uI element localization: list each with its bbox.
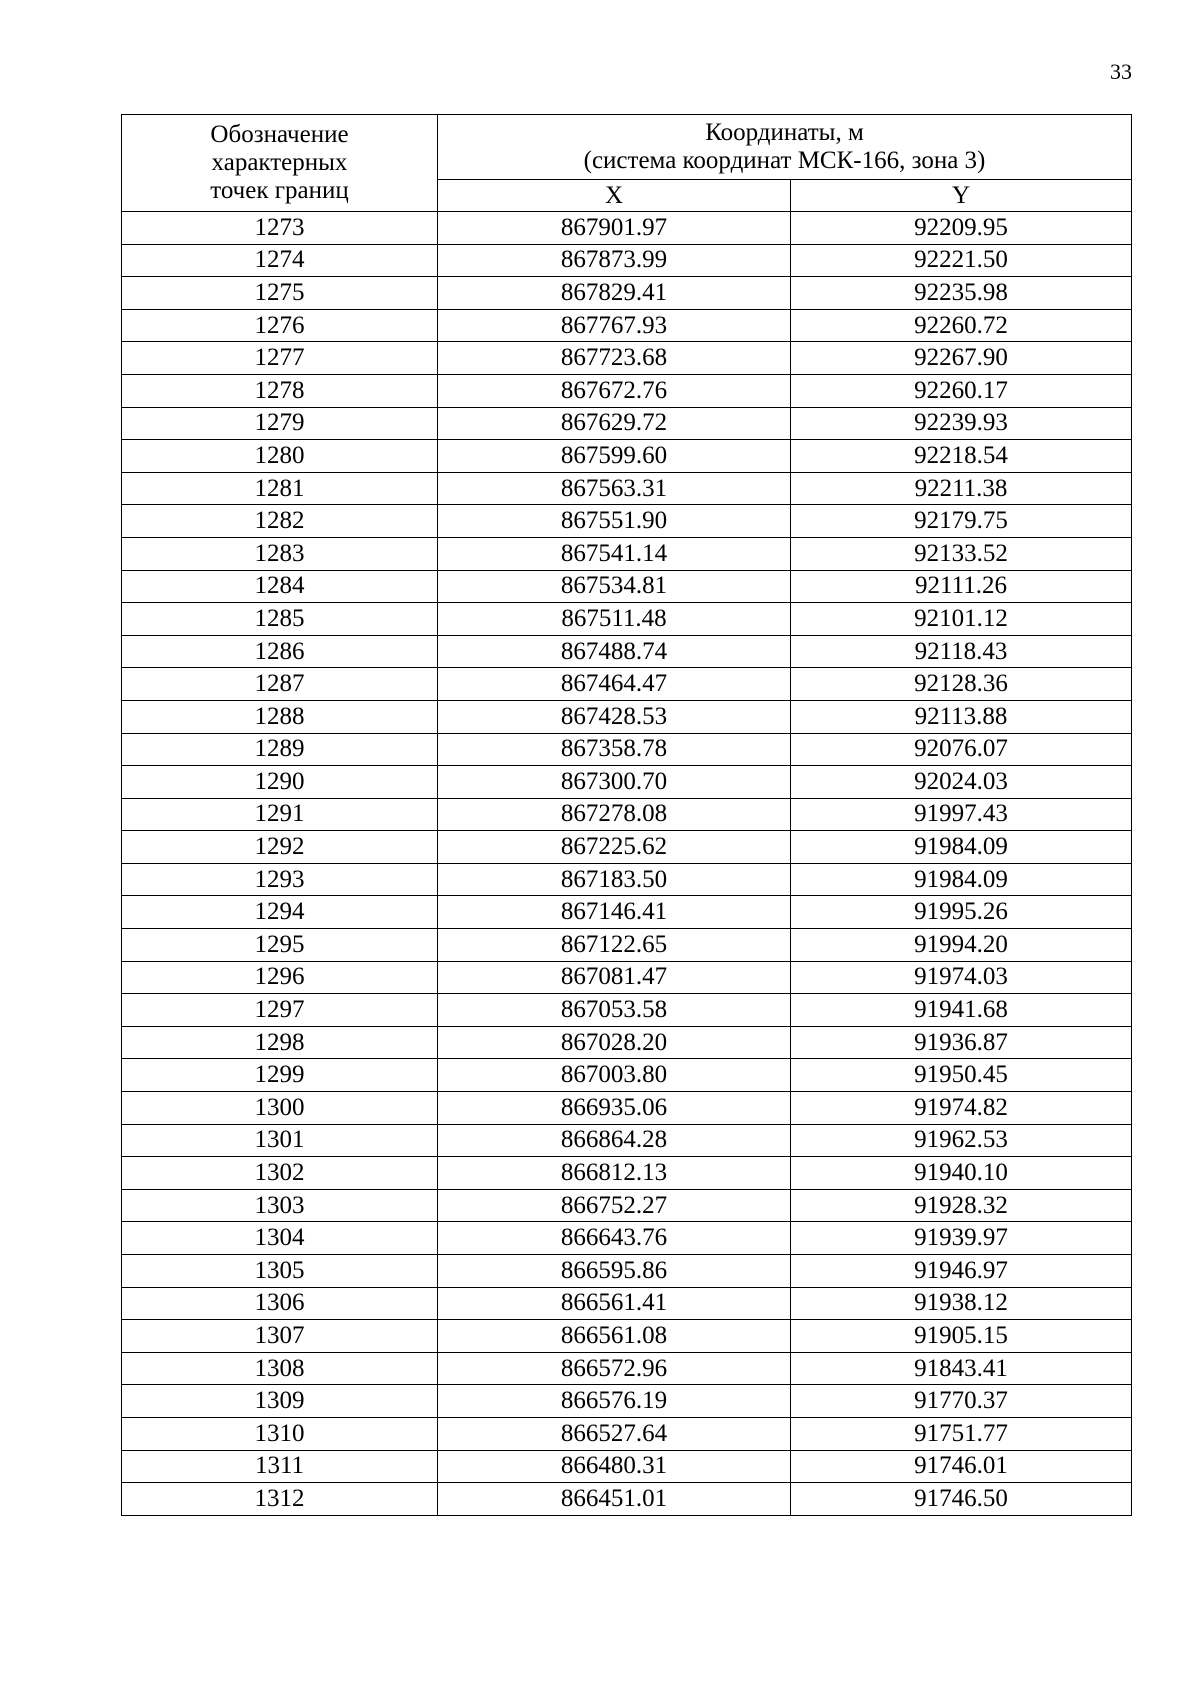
y-coordinate-cell: 91974.03 — [791, 961, 1132, 994]
point-header-line-1: Обозначение — [210, 121, 349, 148]
y-coordinate-cell: 92076.07 — [791, 733, 1132, 766]
table-row — [122, 1092, 1132, 1125]
point-id-cell: 1284 — [122, 570, 438, 603]
table-row — [122, 896, 1132, 929]
table-row — [122, 342, 1132, 375]
table-row — [122, 603, 1132, 636]
point-id-cell: 1274 — [122, 244, 438, 277]
table-row — [122, 407, 1132, 440]
x-column-header: X — [438, 180, 791, 212]
x-coordinate-cell: 867183.50 — [438, 863, 791, 896]
point-id-cell: 1276 — [122, 309, 438, 342]
table-row — [122, 472, 1132, 505]
y-coordinate-cell: 91928.32 — [791, 1189, 1132, 1222]
y-coordinate-cell: 92101.12 — [791, 603, 1132, 636]
point-id-cell: 1280 — [122, 440, 438, 473]
x-coordinate-cell: 866561.41 — [438, 1287, 791, 1320]
table-row — [122, 1450, 1132, 1483]
point-id-cell: 1301 — [122, 1124, 438, 1157]
y-coordinate-cell: 91751.77 — [791, 1417, 1132, 1450]
point-designation-header — [122, 115, 438, 212]
y-coordinate-cell: 91950.45 — [791, 1059, 1132, 1092]
table-row — [122, 374, 1132, 407]
table-row — [122, 1320, 1132, 1353]
y-coordinate-cell: 92128.36 — [791, 668, 1132, 701]
point-id-cell: 1304 — [122, 1222, 438, 1255]
point-id-cell: 1305 — [122, 1255, 438, 1288]
point-id-cell: 1281 — [122, 472, 438, 505]
x-coordinate-cell: 867599.60 — [438, 440, 791, 473]
point-id-cell: 1307 — [122, 1320, 438, 1353]
table-row — [122, 1385, 1132, 1418]
y-coordinate-cell: 92179.75 — [791, 505, 1132, 538]
y-coordinate-cell: 92260.17 — [791, 374, 1132, 407]
point-id-cell: 1295 — [122, 929, 438, 962]
point-id-cell: 1294 — [122, 896, 438, 929]
y-coordinate-cell: 92218.54 — [791, 440, 1132, 473]
point-id-cell: 1290 — [122, 766, 438, 799]
table-row — [122, 766, 1132, 799]
y-column-header: Y — [791, 180, 1132, 212]
x-coordinate-cell: 866576.19 — [438, 1385, 791, 1418]
y-coordinate-cell: 92209.95 — [791, 212, 1132, 245]
x-coordinate-cell: 867629.72 — [438, 407, 791, 440]
y-coordinate-cell: 91984.09 — [791, 863, 1132, 896]
x-coordinate-cell: 867464.47 — [438, 668, 791, 701]
x-coordinate-cell: 866864.28 — [438, 1124, 791, 1157]
y-coordinate-cell: 91941.68 — [791, 994, 1132, 1027]
x-coordinate-cell: 867053.58 — [438, 994, 791, 1027]
table-row — [122, 1189, 1132, 1222]
point-id-cell: 1287 — [122, 668, 438, 701]
table-row — [122, 244, 1132, 277]
x-coordinate-cell: 867278.08 — [438, 798, 791, 831]
point-id-cell: 1299 — [122, 1059, 438, 1092]
table-row — [122, 1222, 1132, 1255]
table-row — [122, 1483, 1132, 1516]
y-coordinate-cell: 91997.43 — [791, 798, 1132, 831]
point-id-cell: 1282 — [122, 505, 438, 538]
point-id-cell: 1293 — [122, 863, 438, 896]
y-coordinate-cell: 91746.01 — [791, 1450, 1132, 1483]
y-coordinate-cell: 91843.41 — [791, 1352, 1132, 1385]
x-coordinate-cell: 867873.99 — [438, 244, 791, 277]
y-coordinate-cell: 92113.88 — [791, 700, 1132, 733]
table-row — [122, 570, 1132, 603]
x-coordinate-cell: 867563.31 — [438, 472, 791, 505]
x-coordinate-cell: 867358.78 — [438, 733, 791, 766]
y-coordinate-cell: 92260.72 — [791, 309, 1132, 342]
table-row — [122, 277, 1132, 310]
x-coordinate-cell: 867541.14 — [438, 537, 791, 570]
table-row — [122, 212, 1132, 245]
y-coordinate-cell: 91974.82 — [791, 1092, 1132, 1125]
x-coordinate-cell: 867081.47 — [438, 961, 791, 994]
x-coordinate-cell: 867122.65 — [438, 929, 791, 962]
table-row — [122, 1157, 1132, 1190]
y-coordinate-cell: 92221.50 — [791, 244, 1132, 277]
point-id-cell: 1308 — [122, 1352, 438, 1385]
x-coordinate-cell: 867551.90 — [438, 505, 791, 538]
x-coordinate-cell: 867428.53 — [438, 700, 791, 733]
point-id-cell: 1285 — [122, 603, 438, 636]
table-row — [122, 929, 1132, 962]
point-id-cell: 1296 — [122, 961, 438, 994]
table-row — [122, 798, 1132, 831]
point-id-cell: 1300 — [122, 1092, 438, 1125]
point-id-cell: 1306 — [122, 1287, 438, 1320]
y-coordinate-cell: 91938.12 — [791, 1287, 1132, 1320]
table-row — [122, 1287, 1132, 1320]
y-coordinate-cell: 92133.52 — [791, 537, 1132, 570]
y-coordinate-cell: 91994.20 — [791, 929, 1132, 962]
table-body — [122, 212, 1132, 1516]
x-coordinate-cell: 866752.27 — [438, 1189, 791, 1222]
y-coordinate-cell: 92111.26 — [791, 570, 1132, 603]
table-row — [122, 1026, 1132, 1059]
point-id-cell: 1310 — [122, 1417, 438, 1450]
table-row — [122, 309, 1132, 342]
table-row — [122, 1059, 1132, 1092]
point-id-cell: 1275 — [122, 277, 438, 310]
x-coordinate-cell: 867300.70 — [438, 766, 791, 799]
point-id-cell: 1277 — [122, 342, 438, 375]
y-coordinate-cell: 91995.26 — [791, 896, 1132, 929]
y-coordinate-cell: 91984.09 — [791, 831, 1132, 864]
point-id-cell: 1283 — [122, 537, 438, 570]
x-coordinate-cell: 867146.41 — [438, 896, 791, 929]
point-id-cell: 1286 — [122, 635, 438, 668]
x-coordinate-cell: 866527.64 — [438, 1417, 791, 1450]
y-coordinate-cell: 92235.98 — [791, 277, 1132, 310]
x-coordinate-cell: 867723.68 — [438, 342, 791, 375]
point-id-cell: 1273 — [122, 212, 438, 245]
x-coordinate-cell: 866935.06 — [438, 1092, 791, 1125]
x-coordinate-cell: 866451.01 — [438, 1483, 791, 1516]
table-row — [122, 440, 1132, 473]
coordinates-header — [438, 115, 1132, 180]
table-row — [122, 831, 1132, 864]
x-coordinate-cell: 867829.41 — [438, 277, 791, 310]
x-coordinate-cell: 867488.74 — [438, 635, 791, 668]
page-number: 33 — [1110, 59, 1132, 84]
point-header-line-2: характерных — [211, 149, 348, 176]
y-coordinate-cell: 91770.37 — [791, 1385, 1132, 1418]
table-row — [122, 635, 1132, 668]
coordinates-subtitle: (система координат МСК-166, зона 3) — [583, 147, 986, 174]
table-row — [122, 505, 1132, 538]
y-coordinate-cell: 92267.90 — [791, 342, 1132, 375]
y-coordinate-cell: 91940.10 — [791, 1157, 1132, 1190]
y-coordinate-cell: 92024.03 — [791, 766, 1132, 799]
x-coordinate-cell: 866480.31 — [438, 1450, 791, 1483]
y-coordinate-cell: 91939.97 — [791, 1222, 1132, 1255]
y-coordinate-cell: 91746.50 — [791, 1483, 1132, 1516]
y-coordinate-cell: 91962.53 — [791, 1124, 1132, 1157]
point-id-cell: 1309 — [122, 1385, 438, 1418]
table-row — [122, 994, 1132, 1027]
x-coordinate-cell: 867225.62 — [438, 831, 791, 864]
x-coordinate-cell: 866561.08 — [438, 1320, 791, 1353]
point-id-cell: 1278 — [122, 374, 438, 407]
point-id-cell: 1288 — [122, 700, 438, 733]
point-header-line-3: точек границ — [210, 177, 349, 204]
point-id-cell: 1298 — [122, 1026, 438, 1059]
y-coordinate-cell: 91936.87 — [791, 1026, 1132, 1059]
table-row — [122, 1255, 1132, 1288]
x-coordinate-cell: 867901.97 — [438, 212, 791, 245]
point-id-cell: 1302 — [122, 1157, 438, 1190]
y-coordinate-cell: 91905.15 — [791, 1320, 1132, 1353]
x-coordinate-cell: 866643.76 — [438, 1222, 791, 1255]
table-row — [122, 863, 1132, 896]
x-coordinate-cell: 867534.81 — [438, 570, 791, 603]
y-coordinate-cell: 92239.93 — [791, 407, 1132, 440]
table-row — [122, 1124, 1132, 1157]
point-id-cell: 1312 — [122, 1483, 438, 1516]
x-coordinate-cell: 867672.76 — [438, 374, 791, 407]
table-row — [122, 700, 1132, 733]
y-coordinate-cell: 92211.38 — [791, 472, 1132, 505]
x-coordinate-cell: 866812.13 — [438, 1157, 791, 1190]
point-id-cell: 1291 — [122, 798, 438, 831]
coordinates-table — [121, 114, 1132, 1516]
x-coordinate-cell: 866595.86 — [438, 1255, 791, 1288]
y-coordinate-cell: 91946.97 — [791, 1255, 1132, 1288]
point-id-cell: 1303 — [122, 1189, 438, 1222]
table-row — [122, 1352, 1132, 1385]
table-header — [122, 115, 1132, 212]
x-coordinate-cell: 867003.80 — [438, 1059, 791, 1092]
table-row — [122, 1417, 1132, 1450]
y-coordinate-cell: 92118.43 — [791, 635, 1132, 668]
x-coordinate-cell: 867028.20 — [438, 1026, 791, 1059]
table-row — [122, 733, 1132, 766]
point-id-cell: 1289 — [122, 733, 438, 766]
x-coordinate-cell: 866572.96 — [438, 1352, 791, 1385]
x-coordinate-cell: 867511.48 — [438, 603, 791, 636]
table-row — [122, 537, 1132, 570]
table-row — [122, 961, 1132, 994]
point-id-cell: 1297 — [122, 994, 438, 1027]
point-id-cell: 1311 — [122, 1450, 438, 1483]
coordinates-title: Координаты, м — [705, 119, 864, 146]
point-id-cell: 1292 — [122, 831, 438, 864]
x-coordinate-cell: 867767.93 — [438, 309, 791, 342]
point-id-cell: 1279 — [122, 407, 438, 440]
table-row — [122, 668, 1132, 701]
